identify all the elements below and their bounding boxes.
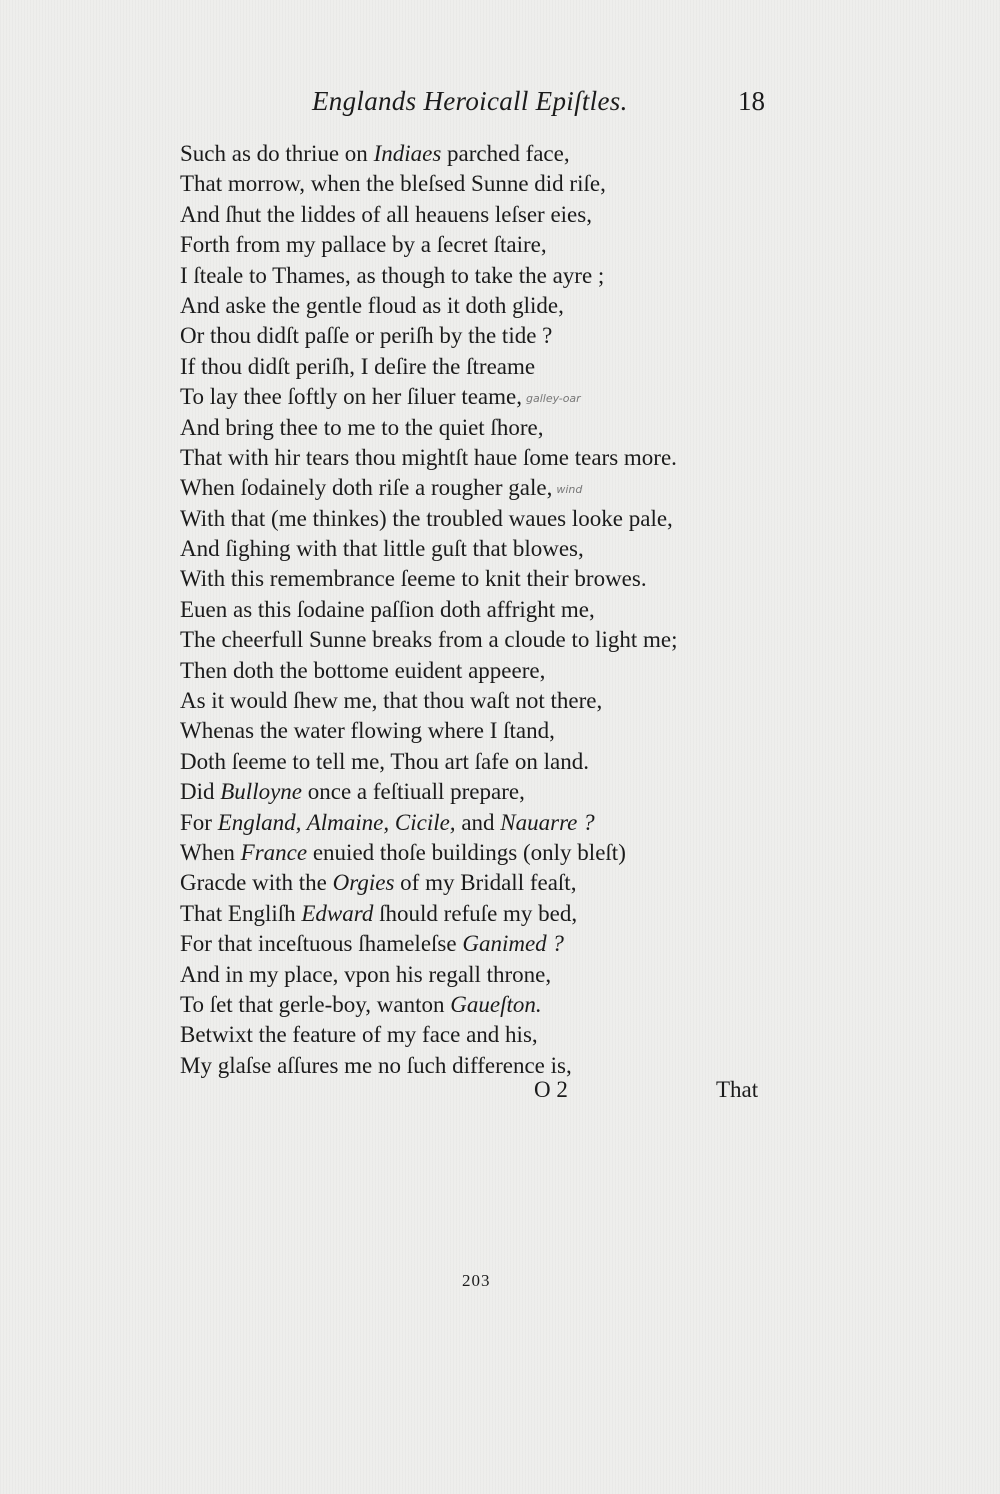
- verse-line: [180, 139, 780, 169]
- line-text: As it would ſhew me, that thou waſt not there,: [180, 688, 603, 714]
- verse-line: [180, 899, 780, 929]
- italic-text: Bulloyne: [220, 779, 302, 805]
- verse-line: [180, 473, 780, 503]
- verse-line: [180, 321, 780, 351]
- verse-line: [180, 716, 780, 746]
- line-text: Such as do thriue on: [180, 141, 374, 166]
- line-text: Or thou didſt paſſe or periſh by the tide ?: [180, 323, 553, 349]
- line-text: And ſighing with that little guſt that blowes,: [180, 536, 584, 562]
- line-text: For that inceſtuous ſhameleſse: [180, 931, 463, 957]
- italic-text: Nauarre ?: [500, 809, 595, 835]
- line-text: And aske the gentle floud as it doth glide,: [180, 292, 564, 318]
- line-text: I ſteale to Thames, as though to take the ayre ;: [180, 262, 605, 288]
- line-text: To lay thee ſoftly on her ſiluer teame,: [180, 384, 522, 410]
- verse-line: [180, 686, 780, 716]
- verse-line: [180, 777, 780, 807]
- line-text: With that (me thinkes) the troubled waues looke pale,: [180, 505, 673, 531]
- line-text: Then doth the bottome euident appeere,: [180, 657, 546, 683]
- verse-line: [180, 534, 780, 564]
- line-text: Gracde with the: [180, 870, 333, 896]
- line-text: Whenas the water flowing where I ſtand,: [180, 718, 555, 744]
- verse-line: [180, 595, 780, 625]
- verse-line: [180, 1020, 780, 1050]
- verse-line: [180, 413, 780, 443]
- line-text: That Engliſh: [180, 900, 302, 926]
- line-text: And bring thee to me to the quiet ſhore,: [180, 414, 544, 440]
- line-text: When ſodainely doth riſe a rougher gale,: [180, 475, 553, 501]
- line-text: Doth ſeeme to tell me, Thou art ſafe on land.: [180, 748, 589, 774]
- verse-line: [180, 625, 780, 655]
- line-text: parched face,: [441, 141, 570, 166]
- catchword: That: [716, 1077, 759, 1102]
- verse-line: [180, 838, 780, 868]
- line-text: enuied thoſe buildings (only bleſt): [307, 839, 626, 865]
- verse-line: [180, 169, 780, 199]
- verse-line: [180, 352, 780, 382]
- verse-line: [180, 747, 780, 777]
- italic-text: Orgies: [332, 870, 395, 896]
- verse-line: [180, 868, 780, 898]
- line-text: And in my place, vpon his regall throne,: [180, 961, 552, 987]
- verse-line: [180, 504, 780, 534]
- verse-line: [180, 200, 780, 230]
- line-text: To ſet that gerle-boy, wanton: [180, 991, 451, 1017]
- italic-text: Edward: [301, 900, 374, 926]
- verse-line: [180, 230, 780, 260]
- signature-mark: O 2: [534, 1077, 568, 1102]
- line-text: The cheerfull Sunne breaks from a cloude to light me;: [180, 627, 678, 653]
- line-text: That with hir tears thou mightſt haue ſome tears more.: [180, 444, 677, 470]
- line-text: If thou didſt periſh, I deſire the ſtreame: [180, 353, 536, 379]
- verse-line: [180, 990, 780, 1020]
- marginal-note: galley-oar: [526, 391, 581, 405]
- verse-line: [180, 564, 780, 594]
- line-text: ſhould refuſe my bed,: [373, 900, 578, 926]
- line-text: With this remembrance ſeeme to knit their browes.: [180, 566, 647, 592]
- verse-line: [180, 960, 780, 990]
- line-text: And ſhut the liddes of all heauens leſser eies,: [180, 201, 592, 227]
- line-text: Betwixt the feature of my face and his,: [180, 1022, 538, 1048]
- verse-line: [180, 261, 780, 291]
- line-text: For: [180, 809, 218, 835]
- italic-text: Indiaes: [373, 141, 442, 166]
- line-text: Euen as this ſodaine paſſion doth affright me,: [180, 596, 595, 622]
- verse-body: [180, 139, 780, 1081]
- page-number: 18: [738, 86, 765, 116]
- marginal-note: wind: [556, 482, 583, 496]
- italic-text: Ganimed ?: [462, 931, 564, 957]
- line-text: My glaſse aſſures me no ſuch difference is,: [180, 1052, 572, 1078]
- verse-line: [180, 656, 780, 686]
- running-head: Englands Heroicall Epiſtles.: [312, 86, 628, 116]
- line-text: Did: [180, 779, 221, 805]
- line-text: of my Bridall feaſt,: [394, 870, 577, 896]
- line-text: Forth from my pallace by a ſecret ſtaire,: [180, 232, 547, 258]
- verse-line: [180, 443, 780, 473]
- verse-line: [180, 808, 780, 838]
- italic-text: England, Almaine, Cicile,: [217, 809, 456, 835]
- line-text: and: [455, 809, 501, 835]
- verse-line: [180, 1051, 780, 1081]
- line-text: That morrow, when the bleſsed Sunne did riſe,: [180, 171, 606, 197]
- verse-line: [180, 382, 780, 412]
- folio-number: 203: [462, 1271, 491, 1290]
- verse-line: [180, 929, 780, 959]
- line-text: When: [180, 839, 241, 865]
- italic-text: Gaueſton.: [450, 991, 542, 1017]
- line-text: once a feſtiuall prepare,: [302, 779, 525, 805]
- verse-line: [180, 291, 780, 321]
- italic-text: France: [240, 839, 308, 865]
